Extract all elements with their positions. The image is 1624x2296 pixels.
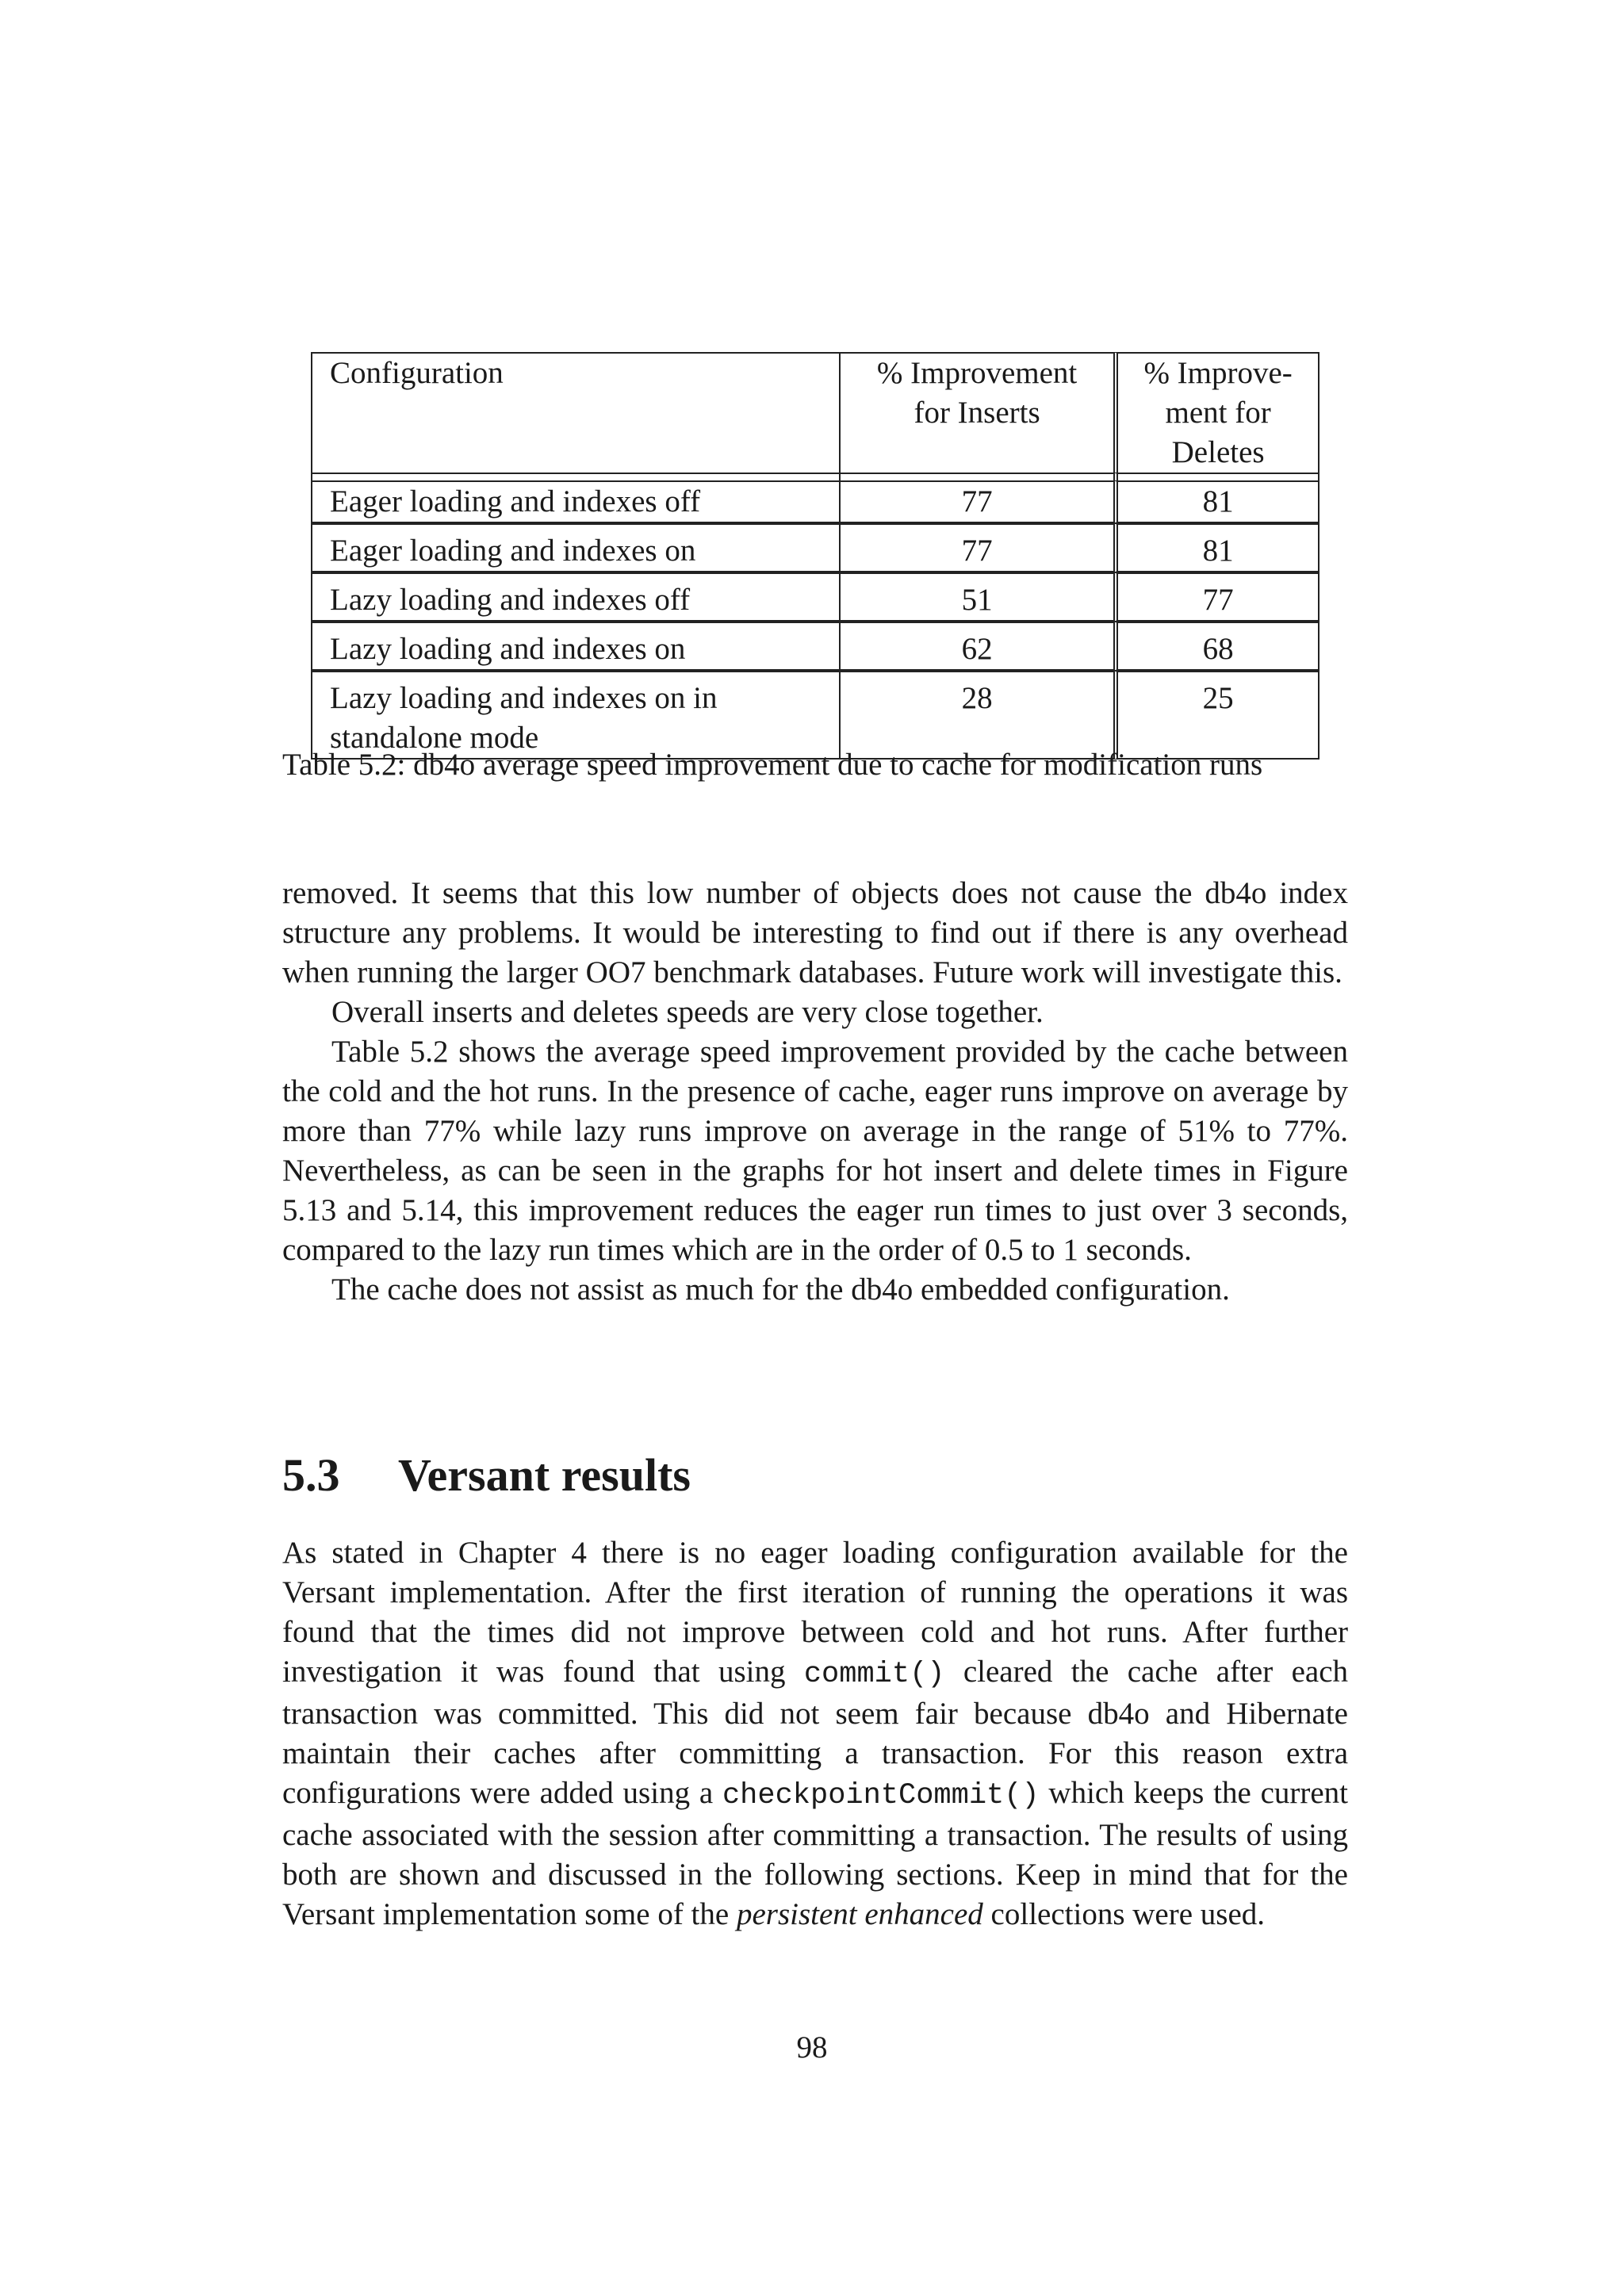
code-checkpoint-commit: checkpointCommit() <box>722 1779 1040 1812</box>
table-caption: Table 5.2: db4o average speed improvement due to cache for modification runs <box>282 748 1263 782</box>
table-row-separator <box>311 523 1320 531</box>
table-row-separator <box>311 572 1320 580</box>
table-row-separator <box>311 671 1320 679</box>
header-inserts: % Improvement for Inserts <box>839 352 1113 473</box>
header-configuration: Configuration <box>311 352 839 473</box>
cell-config: Lazy loading and indexes off <box>311 580 839 622</box>
table-row <box>311 580 1320 622</box>
code-commit: commit() <box>803 1658 945 1691</box>
cell-deletes: 81 <box>1113 531 1320 572</box>
cell-inserts: 28 <box>839 679 1113 760</box>
table-row <box>311 629 1320 671</box>
cell-config: Lazy loading and indexes on in standalone mode <box>311 679 839 760</box>
cell-config: Eager loading and indexes off <box>311 480 839 523</box>
cell-deletes: 77 <box>1113 580 1320 622</box>
page-number: 98 <box>796 2030 828 2064</box>
cell-deletes: 25 <box>1113 679 1320 760</box>
section-heading <box>282 1448 691 1503</box>
body-text-top <box>282 874 1348 1310</box>
section-number: 5.3 <box>282 1449 340 1501</box>
emphasis: persistent enhanced <box>736 1897 983 1931</box>
paragraph: Table 5.2 shows the average speed improvement provided by the cache between the cold and the hot runs. In the presence of cache, eager runs improve on average by more than 77% while lazy runs improve on average in the range of 51% to 77%. Nevertheless, as can be seen in the graphs for hot insert and delete times in Figure 5.13 and 5.14, this improvement reduces the eager run times to just over 3 seconds, compared to the lazy run times which are in the order of 0.5 to 1 seconds. <box>282 1035 1348 1267</box>
header-deletes: % Improve- ment for Deletes <box>1113 352 1320 473</box>
paragraph: The cache does not assist as much for the db4o embedded configuration. <box>331 1272 1230 1307</box>
table-row-separator <box>311 622 1320 629</box>
table-header-separator <box>311 473 1320 480</box>
cell-config: Eager loading and indexes on <box>311 531 839 572</box>
paragraph: As stated in Chapter 4 there is no eager loading configuration available for the Versant implementation. After the first iteration of running the operations it was found that the times did not improve between cold and hot runs. After further investigation it was found that using commit() cleared the cache after each transaction was committed. This did not seem fair because db4o and Hibernate maintain their caches after committing a transaction. For this reason extra configurations were added using a checkpointCommit() which keeps the current cache associated with the session after committing a transaction. The results of using both are shown and discussed in the following sections. Keep in mind that for the Versant implementation some of the persistent enhanced collections were used. <box>282 1536 1349 1931</box>
cell-inserts: 77 <box>839 531 1113 572</box>
cell-deletes: 81 <box>1113 480 1320 523</box>
table-header-row <box>311 352 1320 473</box>
section-title: Versant results <box>398 1449 691 1501</box>
paragraph: removed. It seems that this low number of objects does not cause the db4o index structure any problems. It would be interesting to find out if there is any overhead when running the larger OO7 benchmark databases. Future work will investigate this. <box>282 876 1348 989</box>
table-row <box>311 480 1320 523</box>
cell-deletes: 68 <box>1113 629 1320 671</box>
cell-config: Lazy loading and indexes on <box>311 629 839 671</box>
paragraph: Overall inserts and deletes speeds are very close together. <box>331 995 1044 1029</box>
results-table <box>311 352 1320 760</box>
cell-inserts: 51 <box>839 580 1113 622</box>
table-row <box>311 531 1320 572</box>
cell-inserts: 62 <box>839 629 1113 671</box>
cell-inserts: 77 <box>839 480 1113 523</box>
body-text-bottom <box>282 1533 1348 1934</box>
